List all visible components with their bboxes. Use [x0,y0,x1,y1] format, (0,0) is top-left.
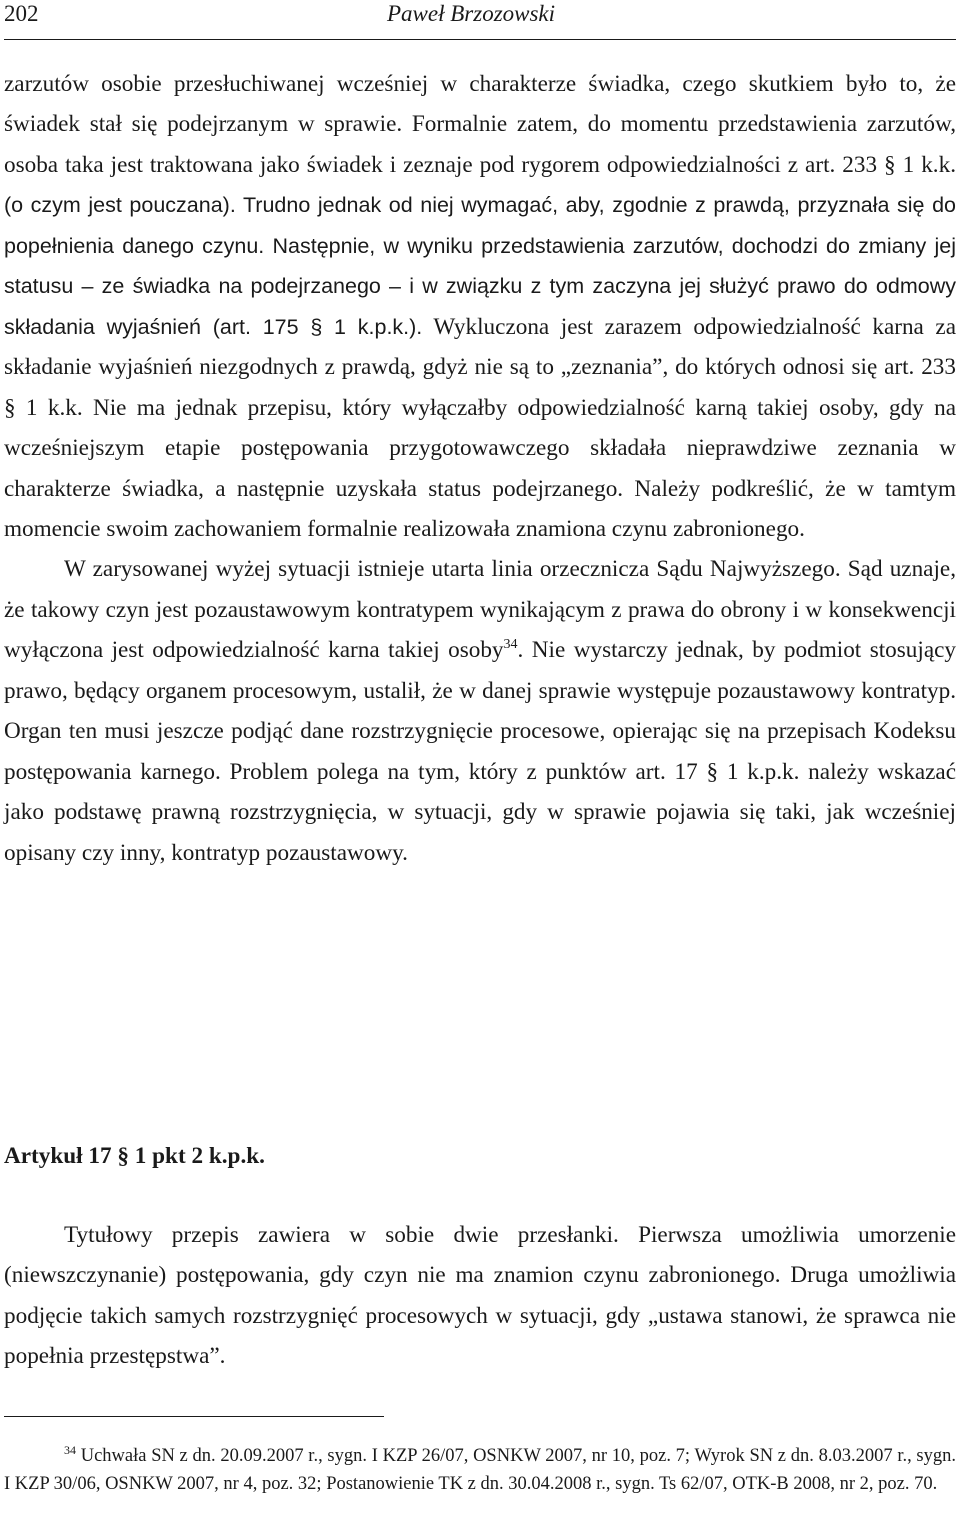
footnote-reference[interactable]: 34 [503,637,518,653]
paragraph-1 [4,64,956,549]
header-rule [4,39,956,40]
paragraph-3: Tytułowy przepis zawiera w sobie dwie przesłanki. Pierwsza umożliwia umorzenie (niewszczynanie) postępowania, gdy czyn nie ma znamion czynu zabronionego. Druga umożliwia podjęcie takich samych rozstrzygnięć procesowych w sytuacji, gdy „ustawa stanowi, że sprawca nie popełnia przestępstwa”. [4,1222,956,1369]
paragraph-2-part-b: . Nie wystarczy jednak, by podmiot stosujący prawo, będący organem procesowym, ustalił, że w danej sprawie występuje pozaustawowy kontratyp. Organ ten musi jeszcze podjąć dane rozstrzygnięcie procesowe, opierając się na przepisach Kodeksu postępowania karnego. Problem polega na tym, który z punktów art. 17 § 1 k.p.k. należy wskazać jako podstawę prawną rozstrzygnięcia, w sytuacji, gdy w sprawie pojawia się taki, jak wcześniej opisany czy inny, kontratyp pozaustawowy. [4,637,956,866]
footnote-rule [4,1416,384,1417]
footnote-text: Uchwała SN z dn. 20.09.2007 r., sygn. I KZP 26/07, OSNKW 2007, nr 10, poz. 7; Wyrok SN z dn. 8.03.2007 r., sygn. I KZP 30/06, OSNKW 2007, nr 4, poz. 32; Postanowienie TK z dn. 30.04.2008 r., sygn. Ts 62/07, OTK-B 2008, nr 2, poz. 70. [4,1446,956,1494]
paragraph-1-part-a: zarzutów osobie przesłuchiwanej wcześniej w charakterze świadka, czego skutkiem było to, że świadek stał się podejrzanym w sprawie. Formalnie zatem, do momentu przedstawienia zarzutów, osoba taka jest traktowana jako świadek i zeznaje pod rygorem odpowiedzialności z art. 233 § 1 k.k. [4,71,956,178]
paragraph-2 [4,549,956,873]
section-text [4,1215,956,1376]
running-head-author: Paweł Brzozowski [387,1,556,26]
footnote [4,1443,956,1498]
section-heading: Artykuł 17 § 1 pkt 2 k.p.k. [4,1143,265,1169]
paragraph-2-part-a: W zarysowanej wyżej sytuacji istnieje utarta linia orzecznicza Sądu Najwyższego. Sąd uznaje, że takowy czyn jest pozaustawowym kontratypem wynikającym z prawa do obrony i w konsekwencji wyłączona jest odpowiedzialność karna takiej osoby [4,556,956,664]
page-number: 202 [4,1,39,26]
paragraph-1-part-b: (o czym jest pouczana). Trudno jednak od niej wymagać, aby, zgodnie z prawdą, przyznała się do popełnienia danego czynu. Następnie, w wyniku przedstawienia zarzutów, dochodzi do zmiany jej statusu – ze świadka na podejrzanego – i w związku z tym zaczyna jej służyć prawo do odmowy składania wyjaśnień (art. 175 § 1 k.p.k.). [4,193,956,339]
paragraph-1-part-c: Wykluczona jest zarazem odpowiedzialność karna za składanie wyjaśnień niezgodnych z prawdą, gdyż nie są to „zeznania”, do których odnosi się art. 233 § 1 k.k. Nie ma jednak przepisu, który wyłączałby odpowiedzialność karną takiej osoby, gdy na wcześniejszym etapie postępowania przygotowawczego składała nieprawdziwe zeznania w charakterze świadka, a następnie uzyskała status podejrzanego. Należy podkreślić, że w tamtym momencie swoim zachowaniem formalnie realizowała znamiona czynu zabronionego. [4,313,956,542]
main-text [4,64,956,873]
page-header [0,0,960,40]
footnote-number: 34 [64,1443,76,1457]
